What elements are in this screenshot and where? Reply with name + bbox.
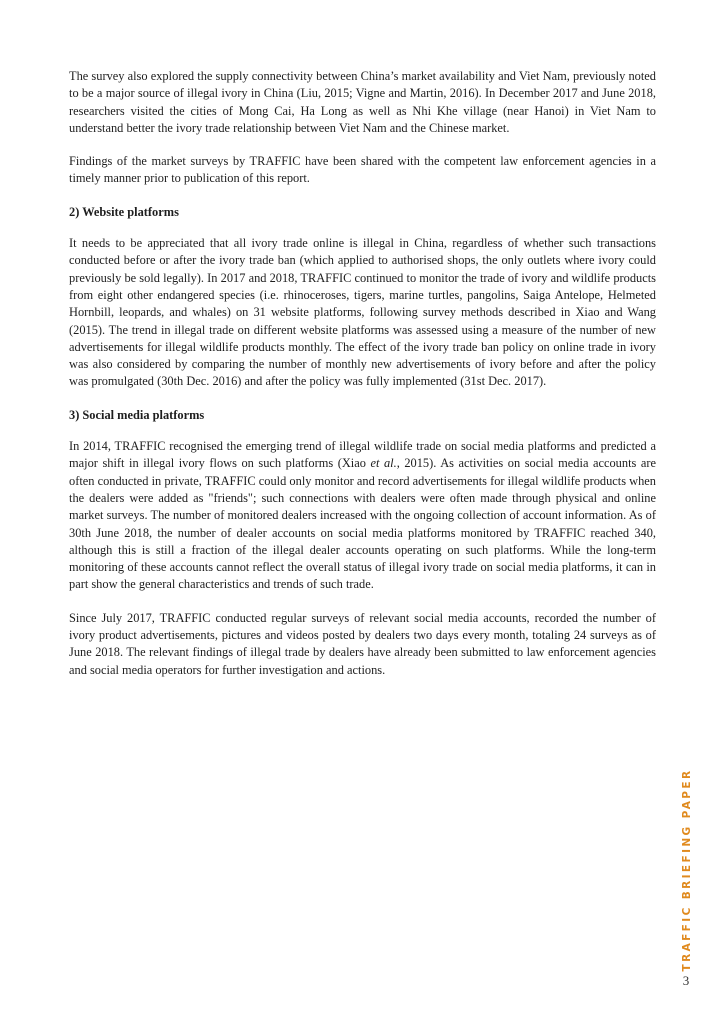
paragraph-supply-connectivity: The survey also explored the supply connectivity between China’s market availability and Viet Nam, previously noted to be a major source of illegal ivory in China (Liu, 2015; Vigne and Martin, 2016). In December 2017 and June 2018, researchers visited the cities of Mong Cai, Ha Long as well as Nhi Khe village (near Hanoi) in Viet Nam to understand better the ivory trade relationship between Viet Nam and the Chinese market. <box>69 69 656 135</box>
paragraph-social-media-text-end: , 2015). As activities on social media accounts are often conducted in private, TRAFFIC could only monitor and record advertisements for illegal wildlife products when the dealers were added as "friends"; such connections with dealers were often made through physical and online market surveys. The number of monitored dealers increased with the ongoing collection of account information. As of 30th June 2018, the number of dealer accounts on social media platforms monitored by TRAFFIC reached 340, although this is still a fraction of the illegal dealer accounts operating on such platforms. While the long-term monitoring of these accounts cannot reflect the overall status of illegal ivory trade on social media platforms, it can in part show the general characteristics and trends of such trade. <box>69 456 657 592</box>
page-body <box>69 68 656 695</box>
paragraph-social-media-surveys: Since July 2017, TRAFFIC conducted regular surveys of relevant social media accounts, recorded the number of ivory product advertisements, pictures and videos posted by dealers two days every month, totaling 24 surveys as of June 2018. The relevant findings of illegal trade by dealers have already been submitted to law enforcement agencies and social media operators for further investigation and actions. <box>69 610 656 677</box>
heading-social-media-platforms: 3) Social media platforms <box>69 407 205 422</box>
sidebar-label-text: TRAFFIC BRIEFING PAPER <box>681 768 693 972</box>
heading-website-platforms: 2) Website platforms <box>69 204 179 219</box>
sidebar-label <box>678 768 696 972</box>
paragraph-social-media-text-start: In 2014, TRAFFIC recognised the emerging trend of illegal wildlife trade on social media platforms and predicted a major shift in illegal ivory flows on such platforms (Xiao <box>69 439 656 471</box>
page-number: 3 <box>682 973 690 988</box>
paragraph-social-media-trend <box>69 438 656 594</box>
citation-et-al: et al. <box>370 456 397 471</box>
paragraph-findings-shared: Findings of the market surveys by TRAFFIC have been shared with the competent law enforcement agencies in a timely manner prior to publication of this report. <box>69 154 656 186</box>
paragraph-website-platforms: It needs to be appreciated that all ivory trade online is illegal in China, regardless of whether such transactions conducted before or after the ivory trade ban (which applied to authorised shops, the only outlets where ivory could previously be sold legally). In 2017 and 2018, TRAFFIC continued to monitor the trade of ivory and wildlife products from eight other endangered species (i.e. rhinoceroses, tigers, marine turtles, pangolins, Saiga Antelope, Helmeted Hornbill, leopards, and whales) on 31 website platforms, following survey methods described in Xiao and Wang (2015). The trend in illegal trade on different website platforms was assessed using a measure of the number of new advertisements for illegal wildlife products monthly. The effect of the ivory trade ban policy on online trade in ivory was also considered by comparing the number of monthly new advertisements of ivory before and after the policy was promulgated (30th Dec. 2016) and after the policy was fully implemented (31st Dec. 2017). <box>69 236 656 389</box>
